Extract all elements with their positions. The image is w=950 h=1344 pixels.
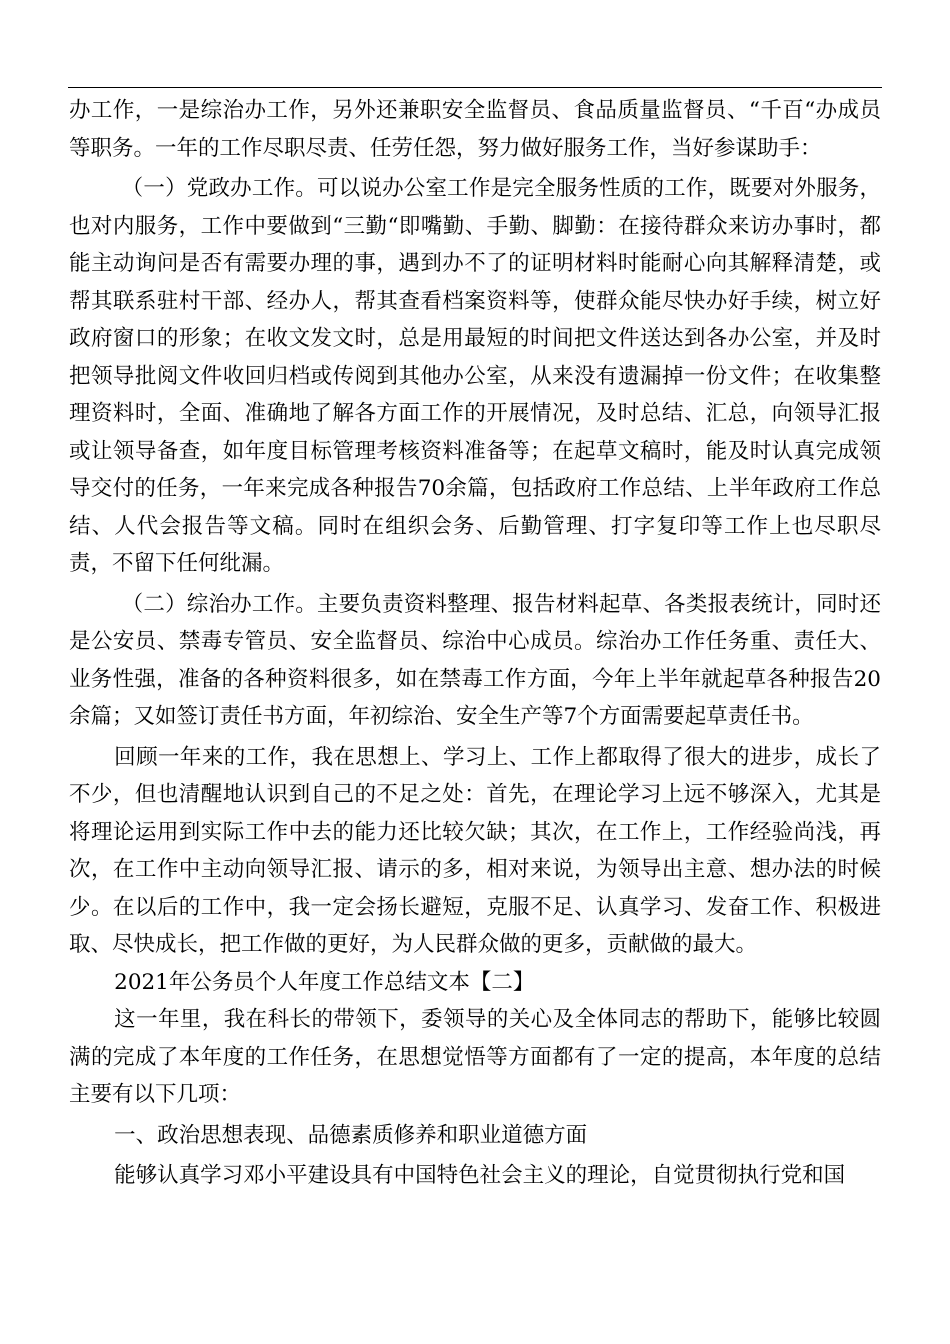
paragraph-office-duties: 办工作，一是综治办工作，另外还兼职安全监督员、食品质量监督员、“千百“办成员等职务。一年的工作尽职尽责、任劳任怨，努力做好服务工作，当好参谋助手： [69, 98, 881, 161]
subheading-political-thought: 一、政治思想表现、品德素质修养和职业道德方面 [114, 1122, 588, 1148]
paragraph-intro-part-two: 这一年里，我在科长的带领下，委领导的关心及全体同志的帮助下，能够比较圆满的完成了本年度的工作任务，在思想觉悟等方面都有了一定的提高，本年度的总结主要有以下几项： [69, 1007, 881, 1107]
paragraph-comprehensive-office-work: （二）综治办工作。主要负责资料整理、报告材料起草、各类报表统计，同时还是公安员、禁毒专管员、安全监督员、综治中心成员。综治办工作任务重、责任大、业务性强，准备的各种资料很多，如在禁毒工作方面，今年上半年就起草各种报告20余篇；又如签订责任书方面，年初综治、安全生产等7个方面需要起草责任书。 [69, 591, 881, 729]
paragraph-year-review: 回顾一年来的工作，我在思想上、学习上、工作上都取得了很大的进步，成长了不少，但也清醒地认识到自己的不足之处：首先，在理论学习上远不够深入，尤其是将理论运用到实际工作中去的能力还比较欠缺；其次，在工作上，工作经验尚浅，再次，在工作中主动向领导汇报、请示的多，相对来说，为领导出主意、想办法的时候少。在以后的工作中，我一定会扬长避短，克服不足、认真学习、发奋工作、积极进取、尽快成长，把工作做的更好，为人民群众做的更多，贡献做的最大。 [69, 744, 881, 957]
paragraph-party-office-work: （一）党政办工作。可以说办公室工作是完全服务性质的工作，既要对外服务，也对内服务，工作中要做到“三勤“即嘴勤、手勤、脚勤：在接待群众来访办事时，都能主动询问是否有需要办理的事，遇到办不了的证明材料时能耐心向其解释清楚，或帮其联系驻村干部、经办人，帮其查看档案资料等，使群众能尽快办好手续，树立好政府窗口的形象；在收文发文时，总是用最短的时间把文件送达到各办公室，并及时把领导批阅文件收回归档或传阅到其他办公室，从来没有遗漏掉一份文件；在收集整理资料时，全面、准确地了解各方面工作的开展情况，及时总结、汇总，向领导汇报或让领导备查，如年度目标管理考核资料准备等；在起草文稿时，能及时认真完成领导交付的任务，一年来完成各种报告70余篇，包括政府工作总结、上半年政府工作总结、人代会报告等文稿。同时在组织会务、后勤管理、打字复印等工作上也尽职尽责，不留下任何纰漏。 [69, 176, 881, 576]
section-heading-part-two: 2021年公务员个人年度工作总结文本【二】 [114, 969, 535, 995]
header-rule [68, 87, 882, 88]
document-body [69, 92, 881, 1195]
paragraph-political-study: 能够认真学习邓小平建设具有中国特色社会主义的理论，自觉贯彻执行党和国 [114, 1163, 846, 1188]
